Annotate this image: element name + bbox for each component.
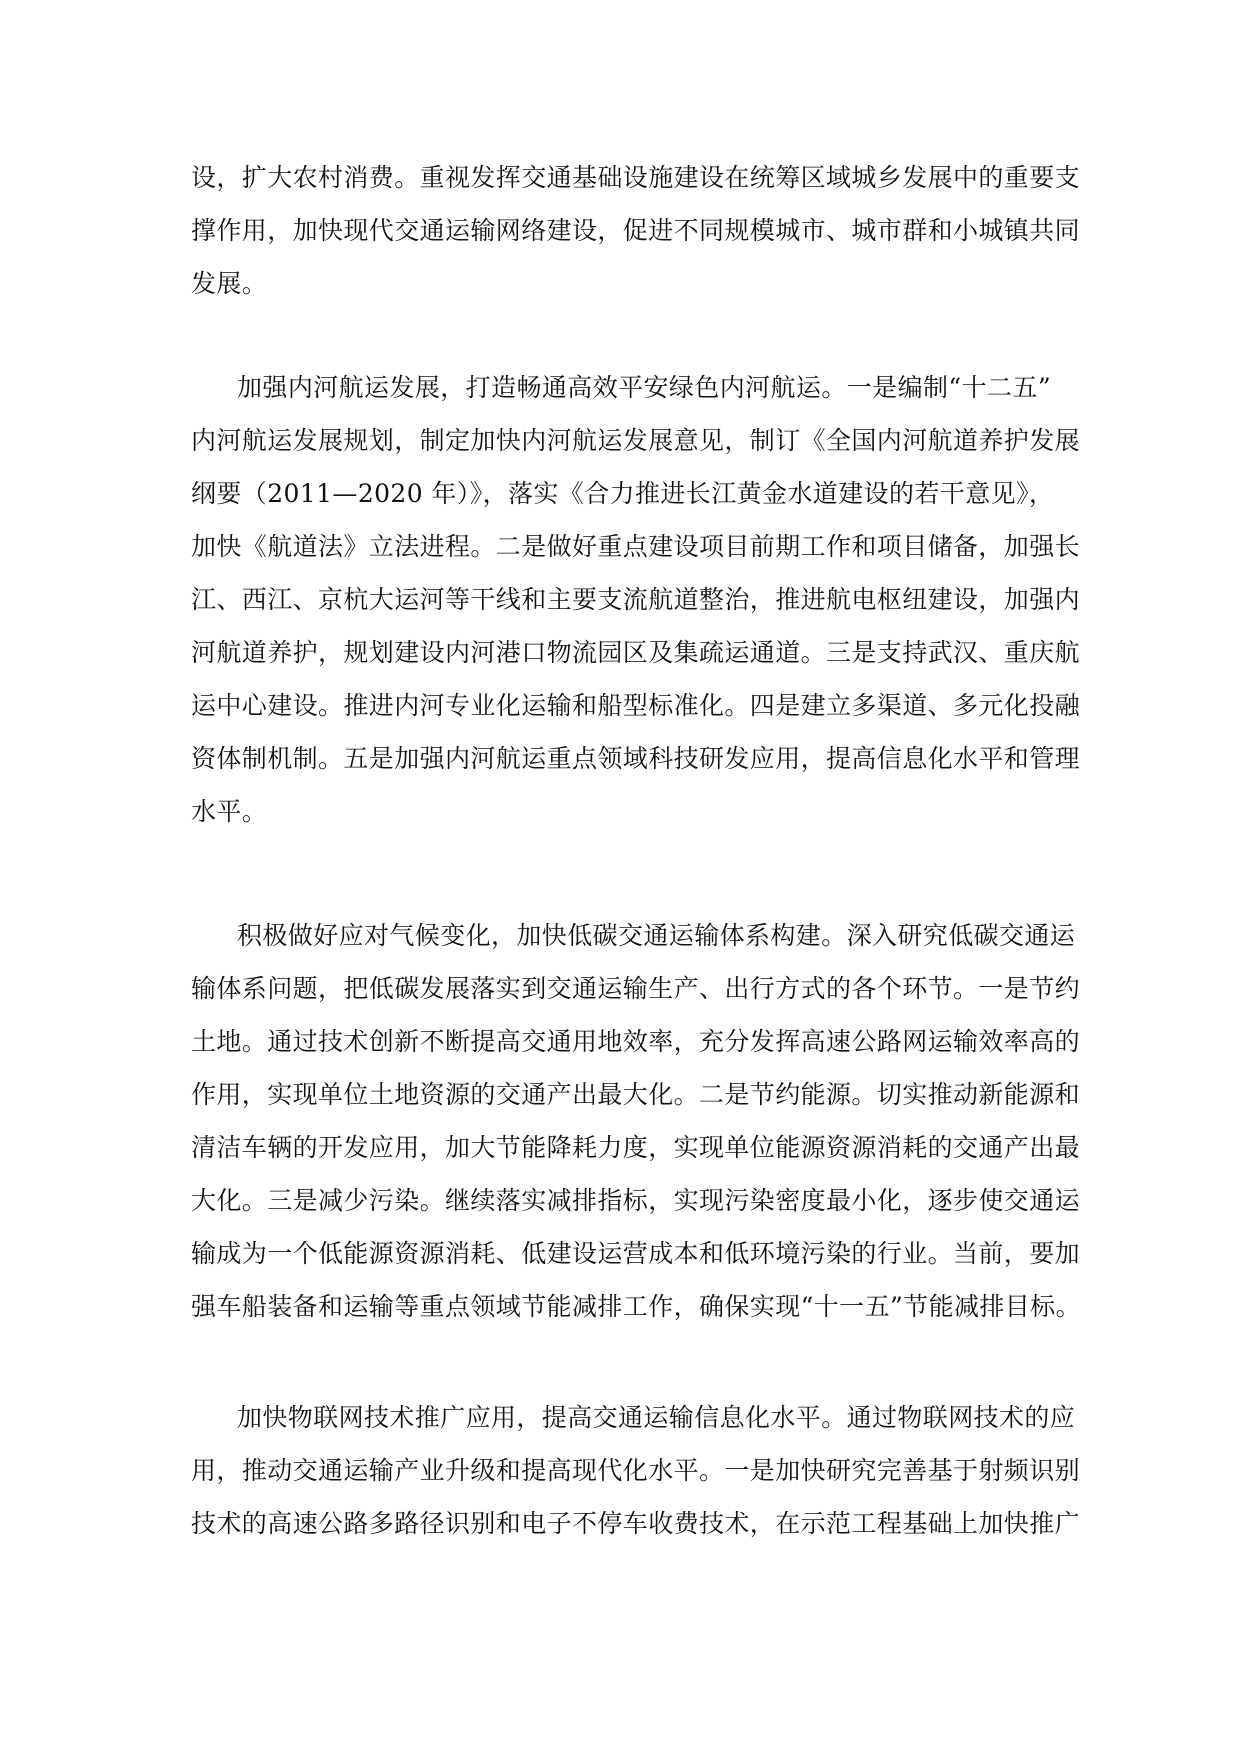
paragraph-inland-waterway — [191, 361, 1081, 838]
text-line: 加强内河航运发展，打造畅通高效平安绿色内河航运。一是编制“十二五” — [237, 373, 1051, 402]
text-line: 输体系问题，把低碳发展落实到交通运输生产、出行方式的各个环节。一是节约 — [191, 974, 1081, 1003]
text-line: 江、西江、京杭大运河等干线和主要支流航道整治，推进航电枢纽建设，加强内 — [191, 585, 1081, 614]
text-line: 资体制机制。五是加强内河航运重点领域科技研发应用，提高信息化水平和管理 — [191, 744, 1081, 773]
text-line: 作用，实现单位土地资源的交通产出最大化。二是节约能源。切实推动新能源和 — [191, 1080, 1081, 1109]
text-line: 土地。通过技术创新不断提高交通用地效率，充分发挥高速公路网运输效率高的 — [191, 1027, 1081, 1056]
text-line: 发展。 — [191, 269, 268, 298]
text-line: 用，推动交通运输产业升级和提高现代化水平。一是加快研究完善基于射频识别 — [191, 1456, 1081, 1485]
text-line: 输成为一个低能源资源消耗、低建设运营成本和低环境污染的行业。当前，要加 — [191, 1239, 1081, 1268]
text-line: 纲要（2011—2020 年）》，落实《合力推进长江黄金水道建设的若干意见》， — [191, 479, 1055, 508]
text-line: 强车船装备和运输等重点领域节能减排工作，确保实现“十一五”节能减排目标。 — [191, 1292, 1081, 1321]
text-line: 设，扩大农村消费。重视发挥交通基础设施建设在统筹区域城乡发展中的重要支 — [191, 163, 1081, 192]
text-line: 加快物联网技术推广应用，提高交通运输信息化水平。通过物联网技术的应 — [237, 1403, 1076, 1432]
text-line: 技术的高速公路多路径识别和电子不停车收费技术，在示范工程基础上加快推广 — [191, 1509, 1081, 1538]
text-line: 水平。 — [191, 797, 268, 826]
text-line: 积极做好应对气候变化，加快低碳交通运输体系构建。深入研究低碳交通运 — [237, 921, 1076, 950]
paragraph-iot-technology — [191, 1391, 1081, 1550]
text-line: 清洁车辆的开发应用，加大节能降耗力度，实现单位能源资源消耗的交通产出最 — [191, 1133, 1081, 1162]
text-line: 大化。三是减少污染。继续落实减排指标，实现污染密度最小化，逐步使交通运 — [191, 1186, 1081, 1215]
text-line: 河航道养护，规划建设内河港口物流园区及集疏运通道。三是支持武汉、重庆航 — [191, 638, 1081, 667]
text-line: 撑作用，加快现代交通运输网络建设，促进不同规模城市、城市群和小城镇共同 — [191, 216, 1081, 245]
text-line: 运中心建设。推进内河专业化运输和船型标准化。四是建立多渠道、多元化投融 — [191, 691, 1081, 720]
paragraph-low-carbon-transport — [191, 909, 1081, 1333]
text-line: 内河航运发展规划，制定加快内河航运发展意见，制订《全国内河航道养护发展 — [191, 426, 1081, 455]
text-line: 加快《航道法》立法进程。二是做好重点建设项目前期工作和项目储备，加强长 — [191, 532, 1081, 561]
paragraph-rural-consumption — [191, 151, 1081, 310]
